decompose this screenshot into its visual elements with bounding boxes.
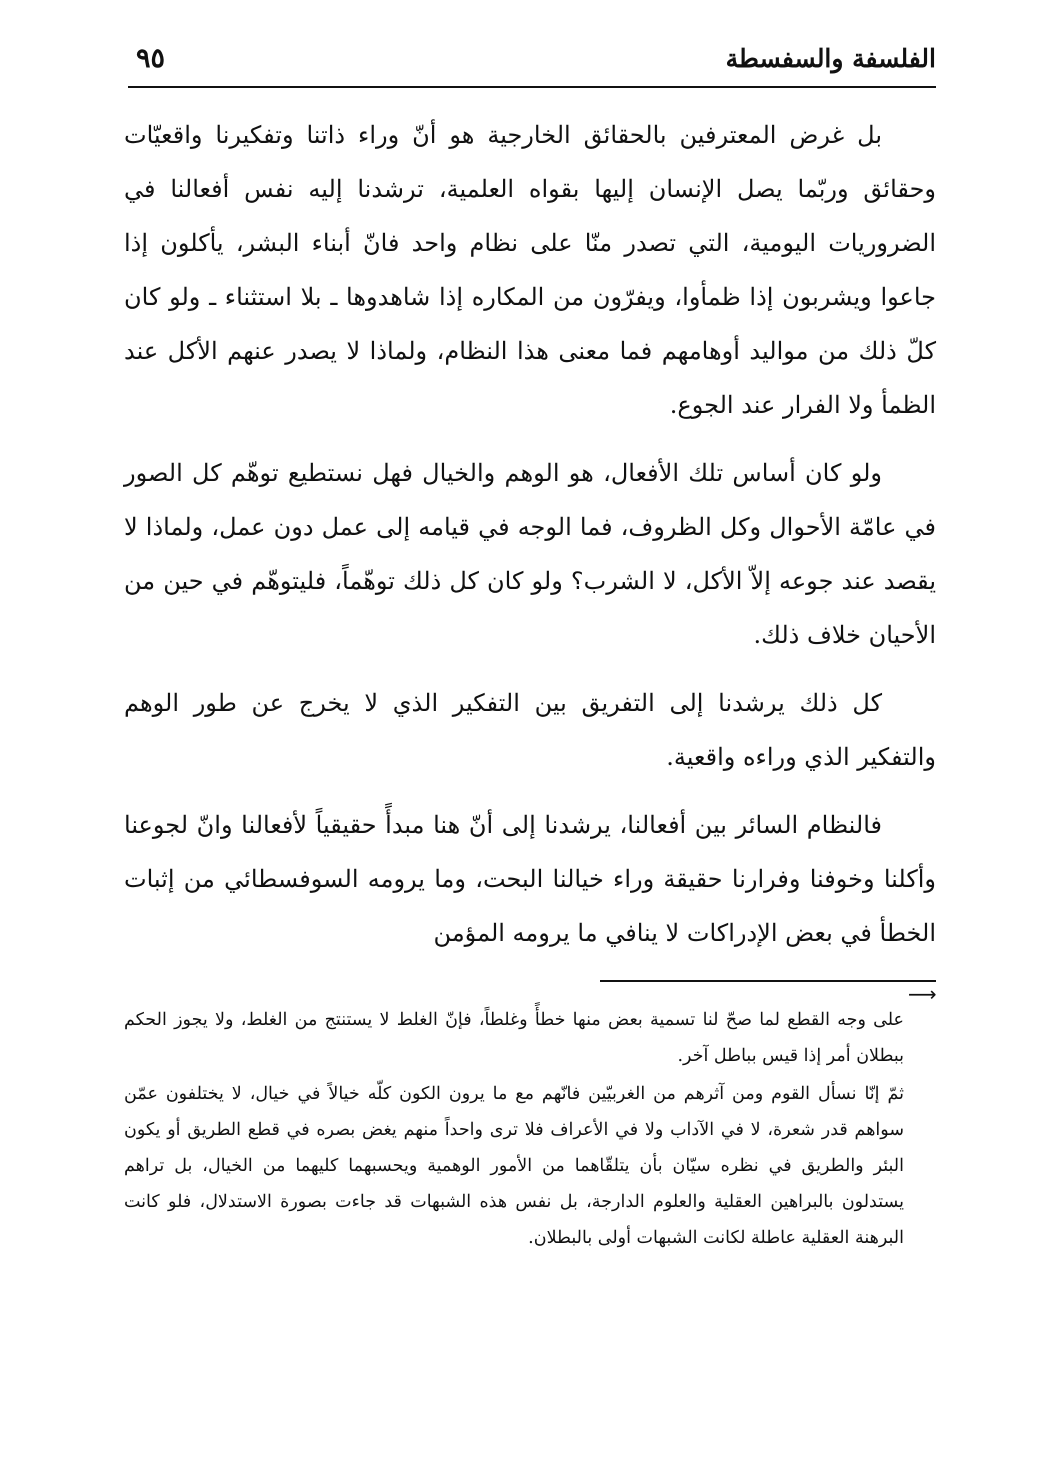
running-title: الفلسفة والسفسطة	[725, 44, 936, 73]
paragraph: كل ذلك يرشدنا إلى التفريق بين التفكير الذي لا يخرج عن طور الوهم والتفكير الذي وراءه واقعية.	[124, 689, 936, 771]
paragraph: فالنظام السائر بين أفعالنا، يرشدنا إلى أنّ هنا مبدأً حقيقياً لأفعالنا وانّ لجوعنا وأكلنا وخوفنا وفرارنا حقيقة وراء خيالنا البحت، وما يرومه السوفسطائي من إثبات الخطأ في بعض الإدراكات لا ينافي ما يرومه المؤمن	[124, 811, 936, 947]
footnote-paragraph: على وجه القطع لما صحّ لنا تسمية بعض منها خطأً وغلطاً، فإنّ الغلط لا يستنتج من الغلط، ولا يجوز الحكم ببطلان أمر إذا قيس بباطل آخر.	[124, 1010, 904, 1066]
page-number: ٩٥	[136, 43, 166, 74]
header-rule	[128, 86, 936, 88]
footnote-paragraph: ثمّ إنّا نسأل القوم ومن آثرهم من الغربيّين فانّهم مع ما يرون الكون كلّه خيالاً في خيال، لا يختلفون عمّن سواهم قدر شعرة، لا في الآداب ولا في الأعراف فلا ترى واحداً منهم يغض بصره في قطع الطريق أو يكون البئر والطريق في نظره سيّان بأن يتلقّاهما من الأمور الوهمية ويحسبهما كليهما من الخيال، بل تراهم يستدلون بالبراهين العقلية والعلوم الدارجة، بل نفس هذه الشبهات قد جاءت بصورة الاستدلال، فلو كانت البرهنة العقلية عاطلة لكانت الشبهات أولى بالبطلان.	[124, 1084, 904, 1248]
continuation-arrow-icon: ⟶	[908, 982, 937, 1006]
page-header	[128, 38, 936, 86]
footnote-rule	[600, 980, 936, 982]
footnotes	[124, 1002, 904, 1258]
main-text	[124, 108, 936, 974]
paragraph: ولو كان أساس تلك الأفعال، هو الوهم والخيال فهل نستطيع توهّم كل الصور في عامّة الأحوال وكل الظروف، فما الوجه في قيامه إلى عمل دون عمل، ولماذا لا يقصد عند جوعه إلاّ الأكل، لا الشرب؟ ولو كان كل ذلك توهّماً، فليتوهّم في حين من الأحيان خلاف ذلك.	[124, 459, 936, 649]
paragraph: بل غرض المعترفين بالحقائق الخارجية هو أنّ وراء ذاتنا وتفكيرنا واقعيّات وحقائق وربّما يصل الإنسان إليها بقواه العلمية، ترشدنا إليه نفس أفعالنا في الضروريات اليومية، التي تصدر منّا على نظام واحد فانّ أبناء البشر، يأكلون إذا جاعوا ويشربون إذا ظمأوا، ويفرّون من المكاره إذا شاهدوها ـ بلا استثناء ـ ولو كان كلّ ذلك من مواليد أوهامهم فما معنى هذا النظام، ولماذا لا يصدر عنهم الأكل عند الظمأ ولا الفرار عند الجوع.	[124, 121, 936, 419]
